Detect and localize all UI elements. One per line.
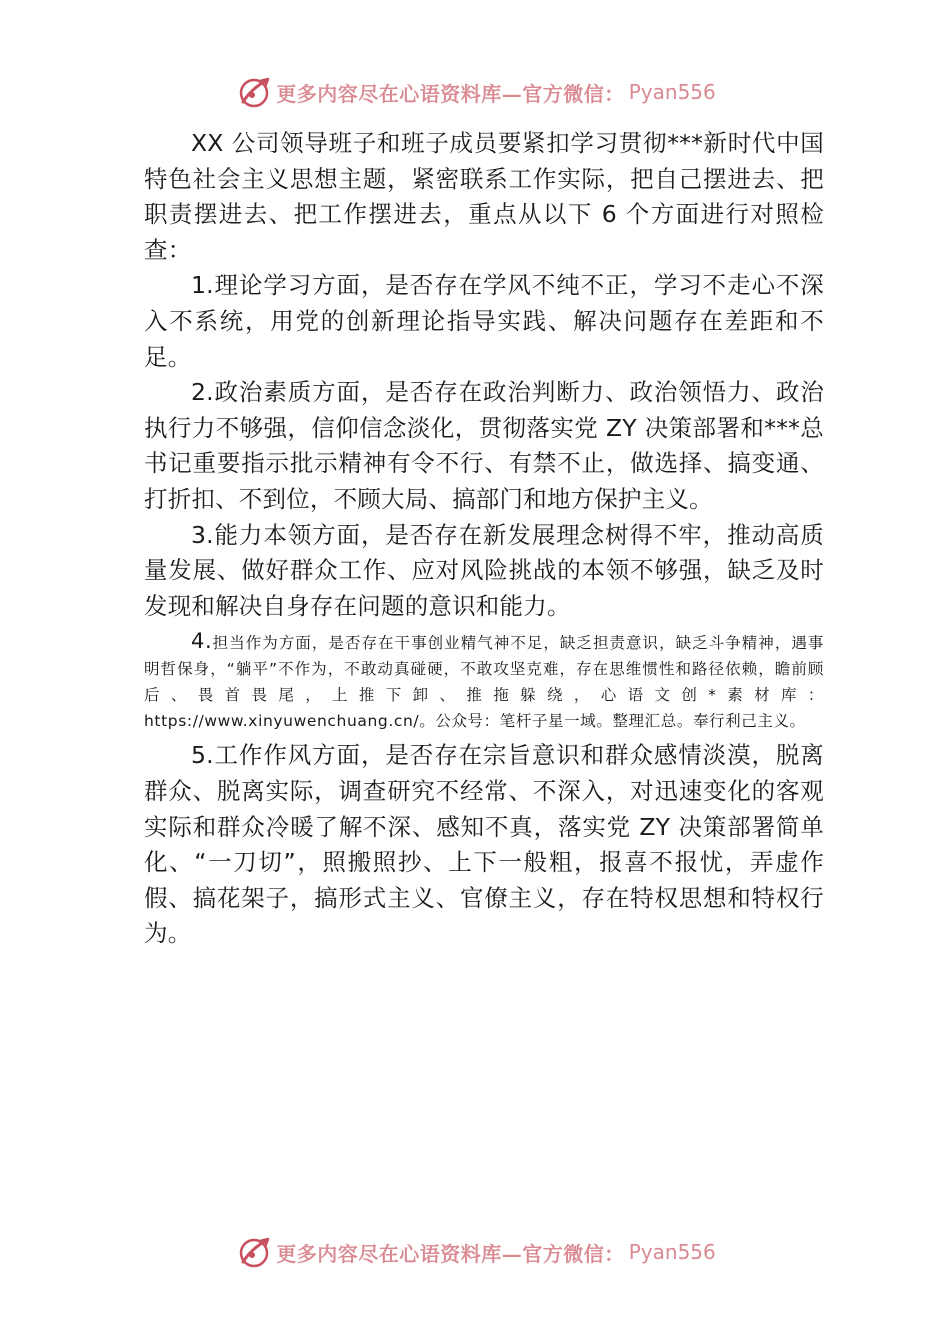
item-1-paragraph: 1.理论学习方面，是否存在学风不纯不正，学习不走心不深入不系统，用党的创新理论指导实践、解决问题存在差距和不足。 [144, 271, 824, 371]
item-4-number: 4. [191, 629, 213, 654]
intro-paragraph: XX 公司领导班子和班子成员要紧扣学习贯彻***新时代中国特色社会主义思想主题，紧密联系工作实际，把自己摆进去、把职责摆进去、把工作摆进去，重点从以下 6 个方面进行对照检查： [144, 129, 824, 264]
footer-watermark [0, 1230, 950, 1274]
watermark-wechat-id: Pyan556 [628, 80, 716, 104]
item-3-paragraph: 3.能力本领方面，是否存在新发展理念树得不牢，推动高质量发展、做好群众工作、应对风险挑战的本领不够强，缺乏及时发现和解决自身存在问题的意识和能力。 [144, 520, 824, 620]
watermark-text: 更多内容尽在心语资料库—官方微信： [276, 81, 625, 106]
item-4-text: 担当作为方面，是否存在干事创业精气神不足，缺乏担责意识，缺乏斗争精神，遇事明哲保身，“躺平”不作为，不敢动真碰硬，不敢攻坚克难，存在思维惯性和路径依赖，瞻前顾后、畏首畏尾，上推下卸、推拖躲绕，心语文创*素材库：https://www.xinyuwenchuang.cn/。公众号：笔杆子星一域。整理汇总。奉行利己主义。 [144, 634, 824, 731]
item-5-paragraph: 5.工作作风方面，是否存在宗旨意识和群众感情淡漠，脱离群众、脱离实际，调查研究不经常、不深入，对迅速变化的客观实际和群众冷暖了解不深、感知不真，落实党 ZY 决策部署简单化、“一刀切”，照搬照抄、上下一般粗，报喜不报忧，弄虚作假、搞花架子，搞形式主义、官僚主义，存在特权思想和特权行为。 [144, 741, 824, 948]
item-2-paragraph: 2.政治素质方面，是否存在政治判断力、政治领悟力、政治执行力不够强，信仰信念淡化，贯彻落实党 ZY 决策部署和***总书记重要指示批示精神有令不行、有禁不止，做选择、搞变通、打折扣、不到位，不顾大局、搞部门和地方保护主义。 [144, 378, 824, 513]
document-body [144, 126, 824, 952]
logo-icon [234, 72, 274, 112]
logo-icon [234, 1232, 274, 1272]
header-watermark [0, 70, 950, 114]
item-4-paragraph [144, 628, 824, 734]
watermark-wechat-id: Pyan556 [628, 1240, 716, 1264]
watermark-text: 更多内容尽在心语资料库—官方微信： [276, 1241, 625, 1266]
